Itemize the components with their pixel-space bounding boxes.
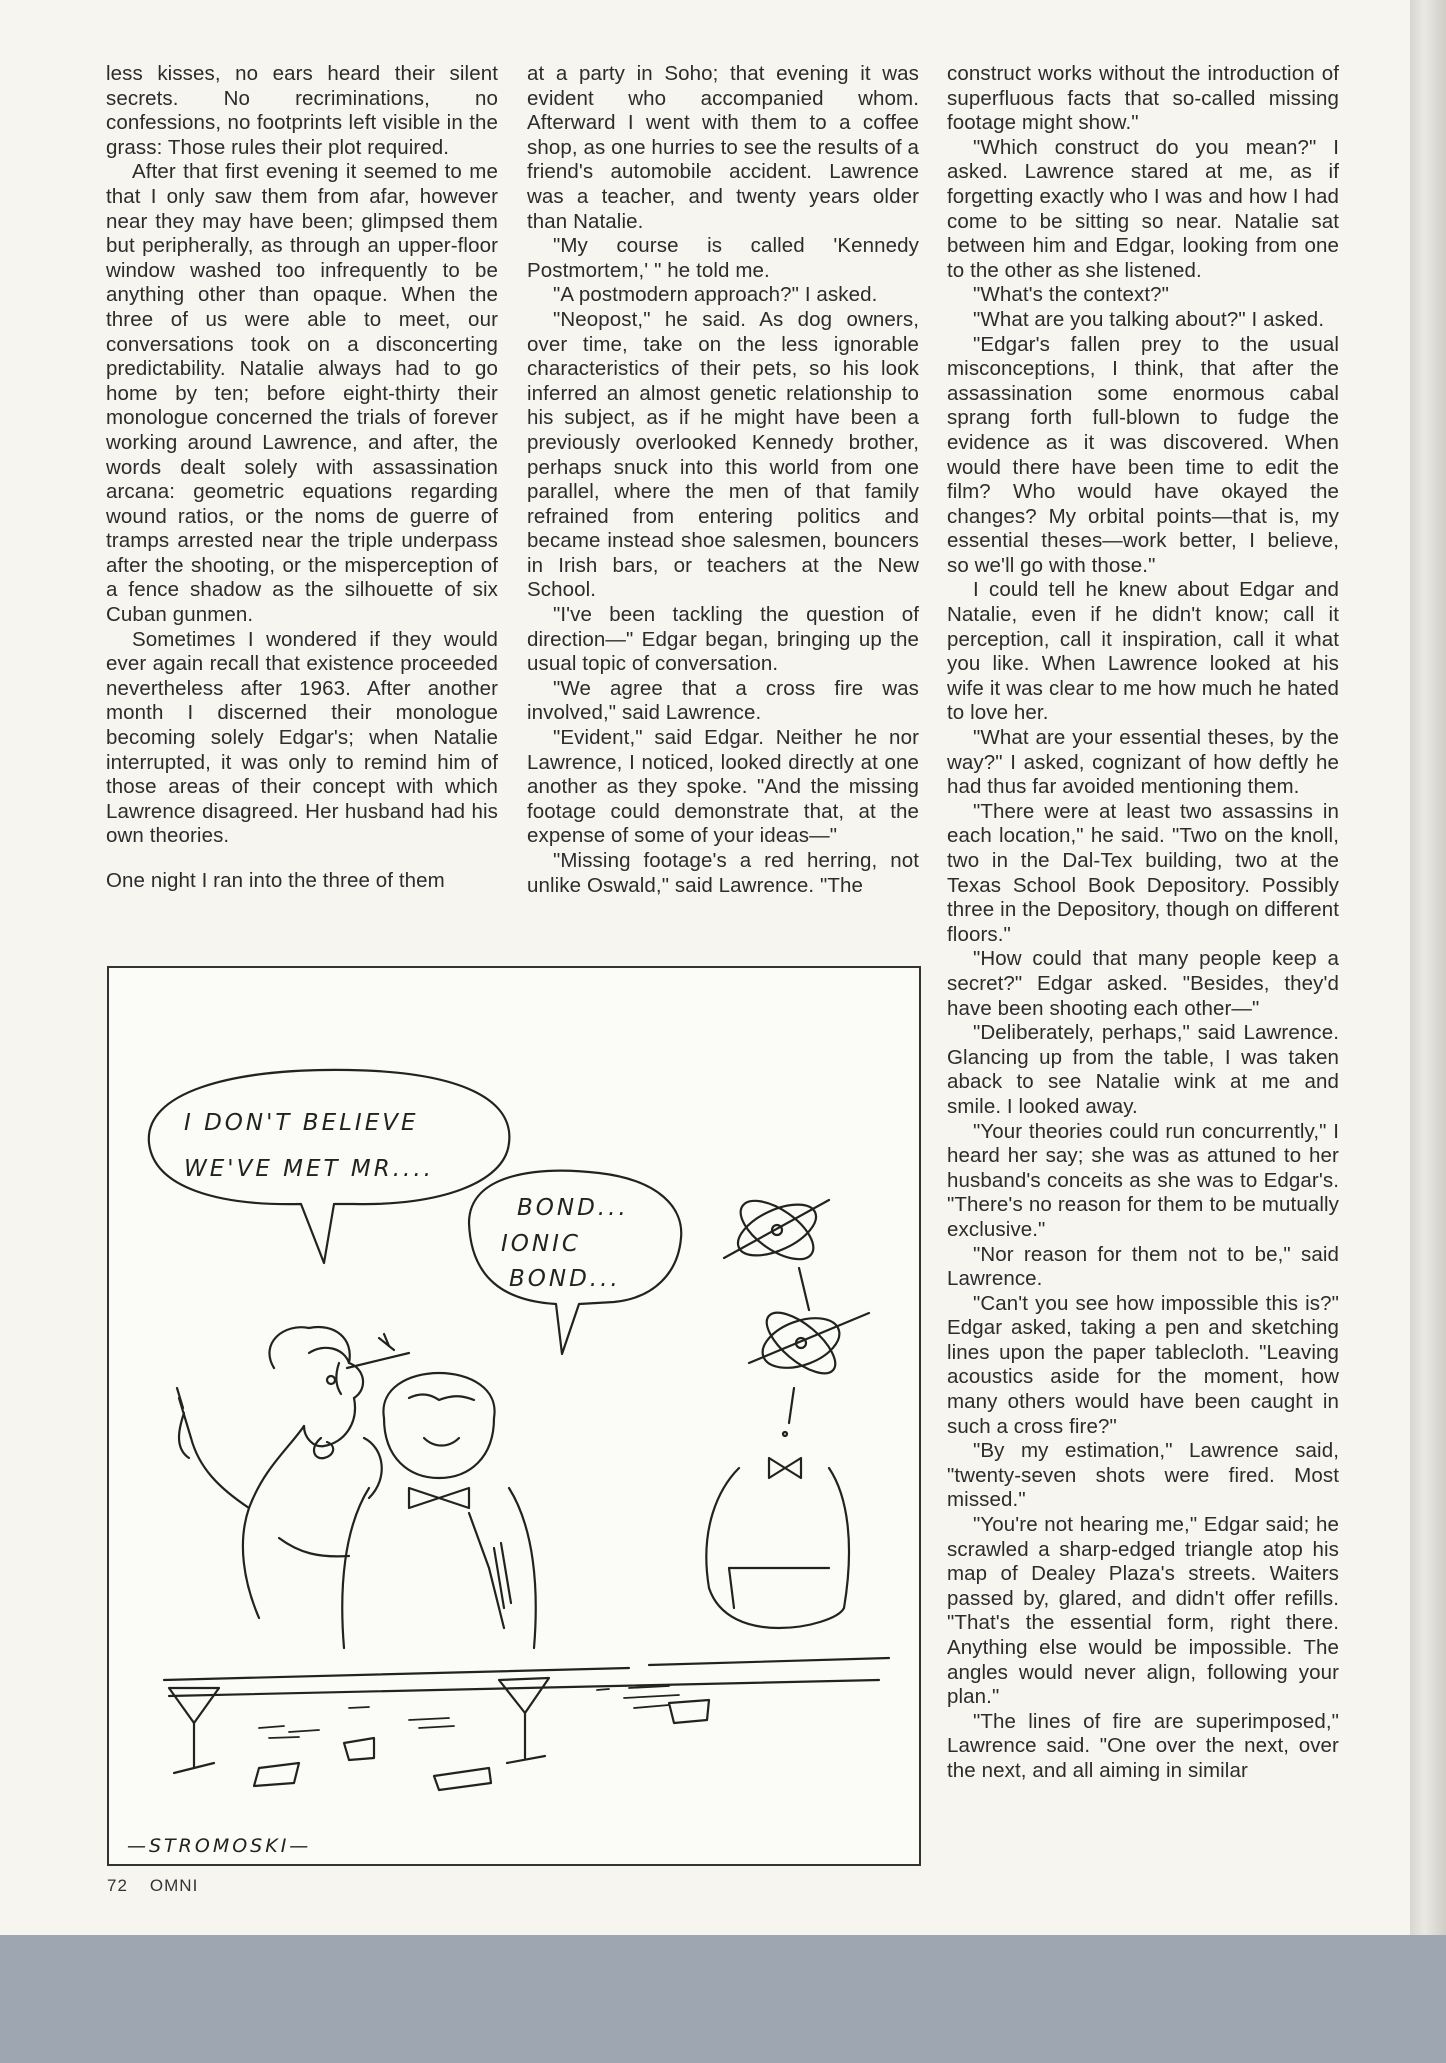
binding-spine [1410, 0, 1446, 1935]
martini-glass-icon [169, 1688, 219, 1773]
paragraph: "How could that many people keep a secret?" Edgar asked. "Besides, they'd have been shooting each other—" [947, 947, 1339, 1020]
cartoon-caption-line: IONIC [501, 1231, 581, 1257]
paragraph: "By my estimation," Lawrence said, "twenty-seven shots were fired. Most missed." [947, 1439, 1339, 1512]
paragraph: "Your theories could run concurrently," I heard her say; she was as attuned to her husband's conceits as she was to Edgar's. "There's no reason for them to be mutually exclusive." [947, 1119, 1339, 1241]
paragraph: "Deliberately, perhaps," said Lawrence. Glancing up from the table, I was taken aback to see Natalie wink at me and smile. I looked away. [947, 1021, 1339, 1118]
paragraph: "What's the context?" [973, 283, 1170, 307]
man-bowtie-character [342, 1373, 535, 1648]
scan-background-bar [0, 1935, 1446, 2063]
paragraph: "I've been tackling the question of direction—" Edgar began, bringing up the usual topic of conversation. [527, 603, 919, 676]
paragraph: at a party in Soho; that evening it was evident who accompanied whom. Afterward I went with them to a coffee shop, as one hurries to see the results of a friend's automobile accident. Lawrence was a teacher, and twenty years older than Natalie. [527, 62, 919, 233]
cartoon-caption-line: BOND... [517, 1195, 629, 1221]
coins-pile [259, 1686, 679, 1738]
paragraph: Sometimes I wondered if they would ever again recall that existence proceeded nevertheless after 1963. After another month I discerned their monologue becoming solely Edgar's; when Natalie interrupted, it was only to remind him of those areas of their concept with which Lawrence disagreed. Her husband had his own theories. [106, 627, 498, 848]
cartoon-caption-line: I DON'T BELIEVE [184, 1110, 419, 1136]
paragraph: "There were at least two assassins in each location," he said. "Two on the knoll, two in the Dal-Tex building, two at the Texas School Book Depository. Possibly three in the Depository, though on different floors." [947, 799, 1339, 946]
cartoon-drawing [109, 968, 919, 1864]
paragraph: "Edgar's fallen prey to the usual misconceptions, I think, that after the assassination some enormous cabal sprang forth full-blown to fudge the evidence as it was discovered. When would there have been time to edit the film? Who would have okayed the changes? My orbital points—that is, my essential theses—work better, I believe, so we'll go with those." [947, 332, 1339, 577]
paragraph: "Can't you see how impossible this is?" Edgar asked, taking a pen and sketching lines upon the paper tablecloth. "Leaving acoustics aside for the moment, how many others would have been caught in such a cross fire?" [947, 1291, 1339, 1438]
paragraph: After that first evening it seemed to me that I only saw them from afar, however near they may have been; glimpsed them but peripherally, as through an upper-floor window washed too infrequently to be anything other than opaque. When the three of us were able to meet, our conversations took on a disconcerting predictability. Natalie always had to go home by ten; before eight-thirty their monologue concerned the trials of forever working around Lawrence, and after, the words dealt solely with assassination arcana: geometric equations regarding wound ratios, or the noms de guerre of tramps arrested near the triple underpass after the shooting, or the misperception of a fence shadow as the silhouette of six Cuban gunmen. [106, 160, 498, 627]
magazine-name: OMNI [149, 1876, 199, 1895]
paragraph: less kisses, no ears heard their silent secrets. No recriminations, no confessions, no footprints left visible in the grass: Those rules their plot required. [106, 62, 498, 159]
paragraph: "Evident," said Edgar. Neither he nor Lawrence, I noticed, looked directly at one another as they spoke. "And the missing footage could demonstrate that, at the expense of some of your ideas—" [527, 726, 919, 848]
paragraph: "What are your essential theses, by the way?" I asked, cognizant of how deftly he had thus far avoided mentioning them. [947, 726, 1339, 799]
page-number: 72 [107, 1876, 128, 1895]
text-column-1 [106, 62, 498, 894]
paragraph: "My course is called 'Kennedy Postmortem,' " he told me. [527, 234, 919, 282]
atom-molecule-icon [724, 1190, 869, 1436]
page-folio [107, 1876, 220, 1896]
paragraph: I could tell he knew about Edgar and Natalie, even if he didn't know; call it perception, call it inspiration, call it what you like. When Lawrence looked at his wife it was clear to me how much he hated to love her. [947, 578, 1339, 725]
cartoon-illustration [107, 966, 921, 1866]
paragraph: "The lines of fire are superimposed," Lawrence said. "One over the next, over the next, and all aiming in similar [947, 1709, 1339, 1782]
paragraph: One night I ran into the three of them [106, 869, 445, 892]
paragraph: "Neopost," he said. As dog owners, over time, take on the less ignorable characteristics of their pets, so his look inferred an almost genetic relationship to his subject, as if he might have been a previously overlooked Kennedy brother, perhaps snuck into this world from one parallel, where the men of that family refrained from entering politics and became instead shoe salesmen, bouncers in Irish bars, or teachers at the New School. [527, 307, 919, 602]
martini-glass-icon [499, 1678, 549, 1763]
bar-counter [164, 1658, 889, 1696]
cartoon-caption-line: WE'VE MET MR.... [184, 1156, 434, 1182]
paragraph: "Which construct do you mean?" I asked. Lawrence stared at me, as if forgetting exactly who I was and how I had come to be sitting so near. Natalie sat between him and Edgar, looking from one to the other as she listened. [947, 135, 1339, 282]
napkin [254, 1763, 299, 1786]
cartoon-caption-line: BOND... [509, 1266, 621, 1292]
napkin [434, 1768, 491, 1790]
paragraph: construct works without the introduction of superfluous facts that so-called missing footage might show." [947, 62, 1339, 135]
atom-waiter-character [706, 1458, 849, 1628]
paragraph: "What are you talking about?" I asked. [973, 307, 1325, 331]
paragraph: "Nor reason for them not to be," said Lawrence. [947, 1242, 1339, 1291]
text-column-3 [947, 62, 1339, 1784]
paragraph: "You're not hearing me," Edgar said; he scrawled a sharp-edged triangle atop his map of Dealey Plaza's streets. Waiters passed by, glared, and didn't offer refills. "That's the essential form, right there. Anything else would be impossible. The angles would never align, following your plan." [947, 1513, 1339, 1709]
napkin [669, 1700, 709, 1723]
napkin [344, 1738, 374, 1760]
paragraph: "A postmodern approach?" I asked. [553, 283, 878, 307]
text-column-2 [527, 62, 919, 898]
woman-character [177, 1327, 409, 1618]
paragraph: "We agree that a cross fire was involved," said Lawrence. [527, 676, 919, 725]
cartoonist-signature: —STROMOSKI— [127, 1835, 312, 1857]
paragraph: "Missing footage's a red herring, not unlike Oswald," said Lawrence. "The [527, 849, 919, 897]
